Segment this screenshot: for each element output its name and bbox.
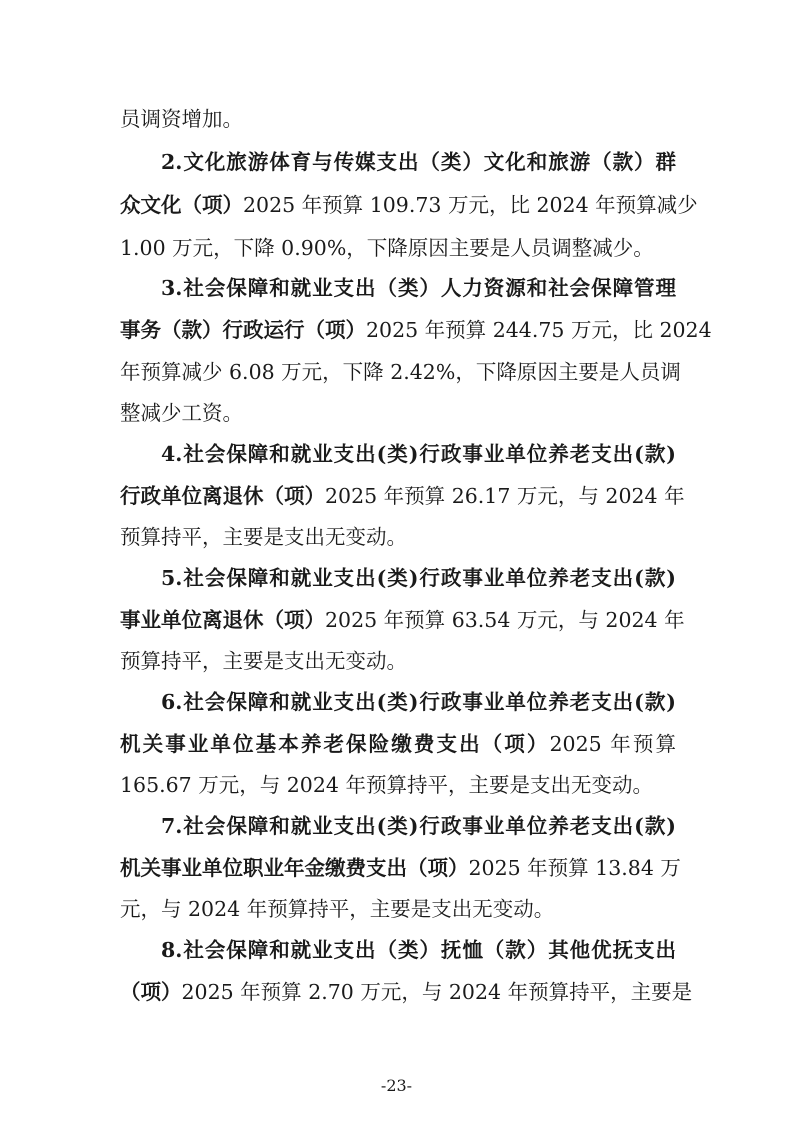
page-number: -23- xyxy=(380,1076,413,1095)
section-heading-8: 8.社会保障和就业支出（类）抚恤（款）其他优抚支出 xyxy=(161,938,676,962)
text-line: 事业单位离退休（项）2025 年预算 63.54 万元，与 2024 年 xyxy=(120,608,685,632)
section-heading-7: 7.社会保障和就业支出(类)行政事业单位养老支出(款) xyxy=(161,814,676,838)
text-line: （项）2025 年预算 2.70 万元，与 2024 年预算持平，主要是 xyxy=(120,980,693,1004)
text-line: 众文化（项）2025 年预算 109.73 万元，比 2024 年预算减少 xyxy=(120,193,698,217)
text-line: 1.00 万元，下降 0.90%，下降原因主要是人员调整减少。 xyxy=(120,236,654,260)
section-heading-3: 3.社会保障和就业支出（类）人力资源和社会保障管理 xyxy=(161,276,676,300)
text-line: 机关事业单位职业年金缴费支出（项）2025 年预算 13.84 万 xyxy=(120,856,681,880)
text-line: 165.67 万元，与 2024 年预算持平，主要是支出无变动。 xyxy=(120,773,653,797)
section-heading-6: 6.社会保障和就业支出(类)行政事业单位养老支出(款) xyxy=(161,690,676,714)
text-line: 元，与 2024 年预算持平，主要是支出无变动。 xyxy=(120,897,555,921)
text-line: 员调资增加。 xyxy=(120,107,243,131)
section-heading-4: 4.社会保障和就业支出(类)行政事业单位养老支出(款) xyxy=(161,442,676,466)
text-line: 预算持平，主要是支出无变动。 xyxy=(120,525,407,549)
text-line: 事务（款）行政运行（项）2025 年预算 244.75 万元，比 2024 xyxy=(120,318,712,342)
text-line: 年预算减少 6.08 万元，下降 2.42%，下降原因主要是人员调 xyxy=(120,360,681,384)
text-line: 机关事业单位基本养老保险缴费支出（项）2025 年预算 xyxy=(120,732,677,756)
section-heading-2: 2.文化旅游体育与传媒支出（类）文化和旅游（款）群 xyxy=(161,150,676,174)
section-heading-5: 5.社会保障和就业支出(类)行政事业单位养老支出(款) xyxy=(161,566,676,590)
text-line: 行政单位离退休（项）2025 年预算 26.17 万元，与 2024 年 xyxy=(120,484,685,508)
text-line: 整减少工资。 xyxy=(120,401,243,425)
text-line: 预算持平，主要是支出无变动。 xyxy=(120,649,407,673)
